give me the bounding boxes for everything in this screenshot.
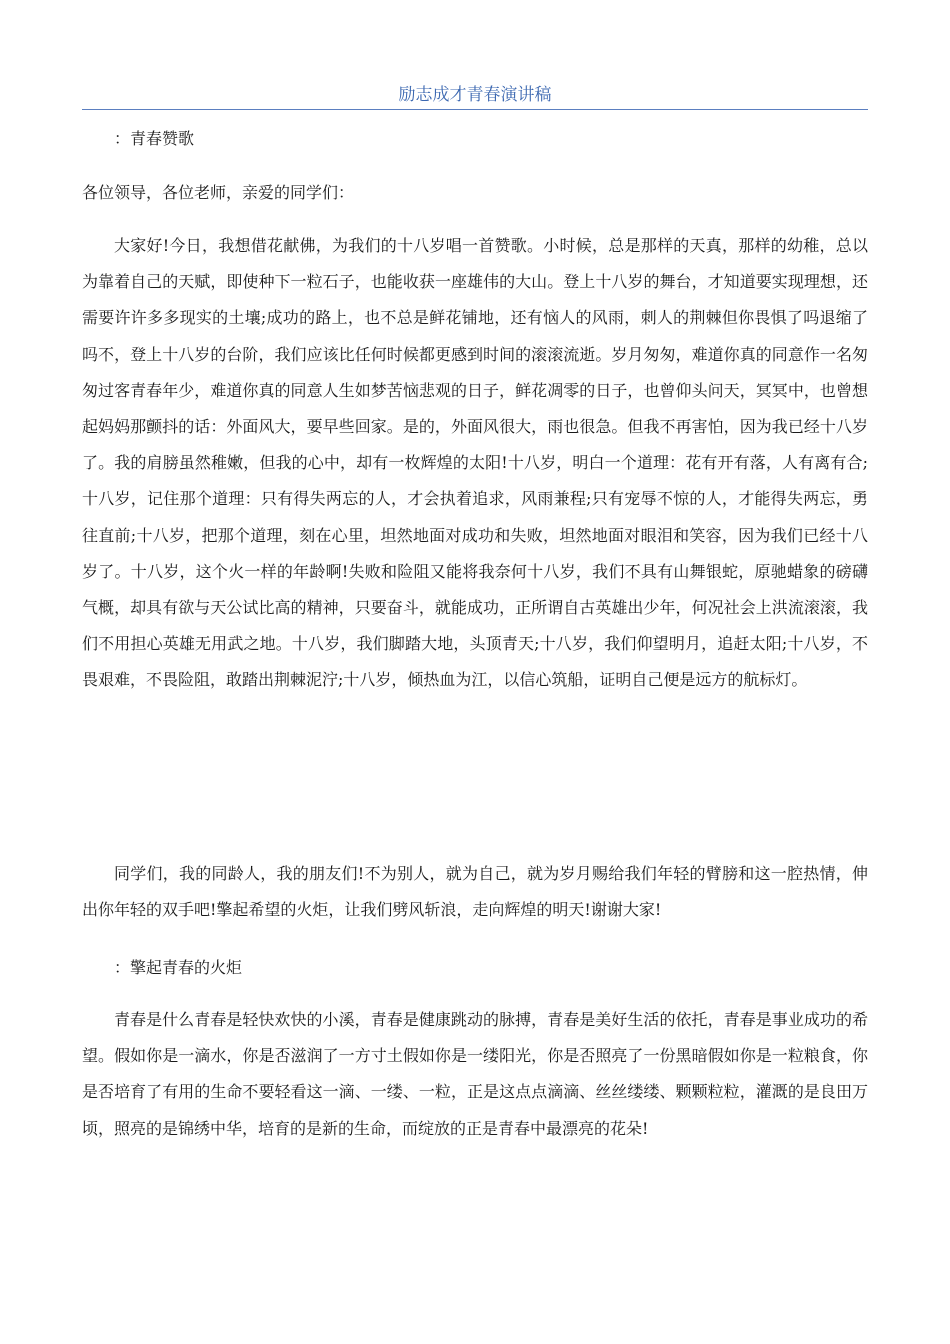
body-paragraph-3: 青春是什么青春是轻快欢快的小溪，青春是健康跳动的脉搏，青春是美好生活的依托，青春是事业成功的希望。假如你是一滴水，你是否滋润了一方寸土假如你是一缕阳光，你是否照亮了一份黑暗假如你是一粒粮食，你是否培育了有用的生命不要轻看这一滴、一缕、一粒，正是这点点滴滴、丝丝缕缕、颗颗粒粒，灌溉的是良田万顷，照亮的是锦绣中华，培育的是新的生命，而绽放的正是青春中最漂亮的花朵! (82, 1010, 868, 1138)
section-title-2: ：擎起青春的火炬 (114, 958, 243, 977)
document-page (82, 0, 868, 1344)
body-paragraph-1: 大家好!今日，我想借花献佛，为我们的十八岁唱一首赞歌。小时候，总是那样的天真，那样的幼稚，总以为靠着自己的天赋，即使种下一粒石子，也能收获一座雄伟的大山。登上十八岁的舞台，才知道要实现理想，还需要许许多多现实的土壤;成功的路上，也不总是鲜花铺地，还有恼人的风雨，刺人的荆棘但你畏惧了吗退缩了吗不，登上十八岁的台阶，我们应该比任何时候都更感到时间的滚滚流逝。岁月匆匆，难道你真的同意作一名匆匆过客青春年少，难道你真的同意人生如梦苦恼悲观的日子，鲜花凋零的日子，也曾仰头问天，冥冥中，也曾想起妈妈那颤抖的话：外面风大，要早些回家。是的，外面风很大，雨也很急。但我不再害怕，因为我已经十八岁了。我的肩膀虽然稚嫩，但我的心中，却有一枚辉煌的太阳!十八岁，明白一个道理：花有开有落，人有离有合;十八岁，记住那个道理：只有得失两忘的人，才会执着追求，风雨兼程;只有宠辱不惊的人，才能得失两忘，勇往直前;十八岁，把那个道理，刻在心里，坦然地面对成功和失败，坦然地面对眼泪和笑容，因为我们已经十八岁了。十八岁，这个火一样的年龄啊!失败和险阻又能将我奈何十八岁，我们不具有山舞银蛇，原驰蜡象的磅礴气概，却具有欲与天公试比高的精神，只要奋斗，就能成功，正所谓自古英雄出少年，何况社会上洪流滚滚，我们不用担心英雄无用武之地。十八岁，我们脚踏大地，头顶青天;十八岁，我们仰望明月，追赶太阳;十八岁，不畏艰难，不畏险阻，敢踏出荆棘泥泞;十八岁，倾热血为江，以信心筑船，证明自己便是远方的航标灯。 (82, 236, 868, 690)
header-divider (82, 109, 868, 110)
greeting-line: 各位领导，各位老师，亲爱的同学们： (82, 183, 355, 202)
section-title-1: ：青春赞歌 (114, 129, 195, 148)
page-header-title: 励志成才青春演讲稿 (398, 85, 552, 105)
body-paragraph-2: 同学们，我的同龄人，我的朋友们!不为别人，就为自己，就为岁月赐给我们年轻的臂膀和这一腔热情，伸出你年轻的双手吧!擎起希望的火炬，让我们劈风斩浪，走向辉煌的明天!谢谢大家! (82, 864, 868, 920)
